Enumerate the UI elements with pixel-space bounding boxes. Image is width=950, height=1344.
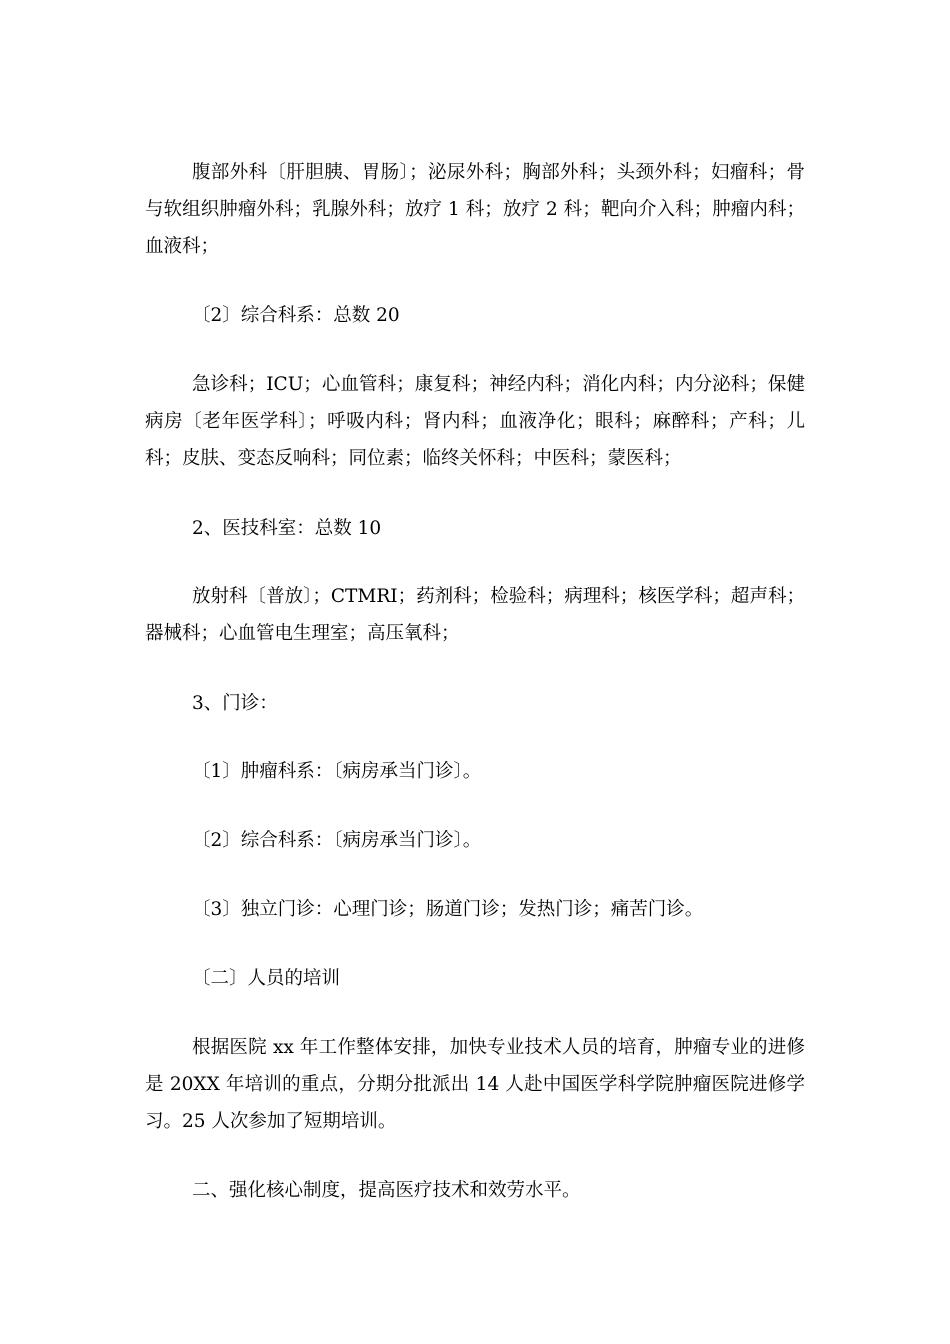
paragraph-general-departments-list: 急诊科；ICU；心血管科；康复科；神经内科；消化内科；内分泌科；保健病房〔老年医学科〕；呼吸内科；肾内科；血液净化；眼科；麻醉科；产科；儿科；皮肤、变态反响科；同位素；临终关怀科；中医科；蒙医科；: [145, 374, 805, 469]
paragraph-medtech-heading: 2、医技科室：总数 10: [192, 518, 382, 539]
paragraph-outpatient-general: 〔2〕综合科系：〔病房承当门诊〕。: [192, 830, 482, 851]
paragraph-training-body: 根据医院 xx 年工作整体安排，加快专业技术人员的培育，肿瘤专业的进修是 20XX 年培训的重点，分期分批派出 14 人赴中国医学科学院肿瘤医院进修学习。25 人次参加了短期培训。: [145, 1037, 805, 1132]
paragraph-training-heading: 〔二〕人员的培训: [192, 968, 341, 989]
paragraph-outpatient-independent: 〔3〕独立门诊：心理门诊；肠道门诊；发热门诊；痛苦门诊。: [192, 899, 704, 920]
paragraph-general-departments-heading: 〔2〕综合科系：总数 20: [192, 305, 400, 326]
paragraph-section-two-heading: 二、强化核心制度，提高医疗技术和效劳水平。: [192, 1180, 581, 1201]
paragraph-medtech-list: 放射科〔普放〕；CTMRI；药剂科；检验科；病理科；核医学科；超声科；器械科；心血管电生理室；高压氧科；: [145, 586, 805, 644]
paragraph-outpatient-oncology: 〔1〕肿瘤科系：〔病房承当门诊〕。: [192, 761, 482, 782]
paragraph-outpatient-heading: 3、门诊：: [192, 693, 278, 714]
paragraph-surgery-departments: 腹部外科〔肝胆胰、胃肠〕；泌尿外科；胸部外科；头颈外科；妇瘤科；骨与软组织肿瘤外科；乳腺外科；放疗 1 科；放疗 2 科；靶向介入科；肿瘤内科；血液科；: [145, 162, 805, 257]
